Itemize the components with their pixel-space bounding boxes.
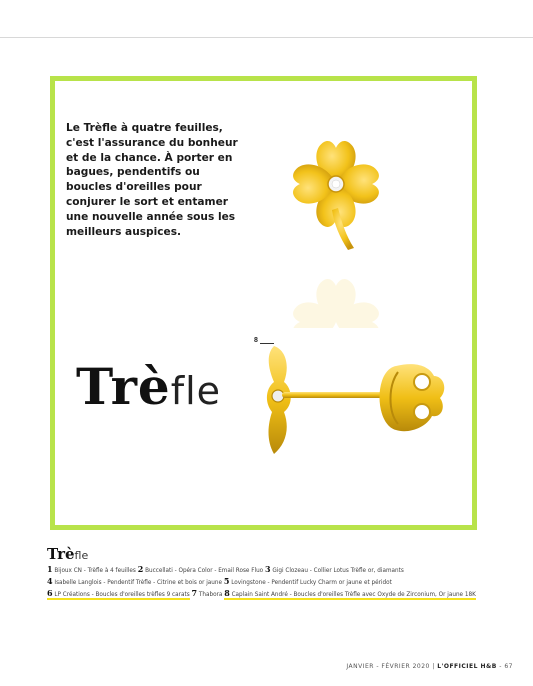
footer-page-number: - 67 — [499, 663, 513, 670]
credit-item-highlighted: 8 Caplain Saint André - Boucles d'oreilles Trèfle avec Oxyde de Zirconium, Or jaune 18K — [224, 588, 476, 598]
credits-heading-light: fle — [74, 549, 89, 562]
item-number-label: 8 — [254, 337, 258, 344]
credit-item: 7 Thabora — [191, 588, 223, 598]
section-heading-bold: Trè — [76, 357, 171, 416]
credit-item: 1 Bijoux CN - Trèfle à 4 feuilles — [47, 564, 136, 574]
clover-earring-image — [272, 128, 402, 328]
credit-item-highlighted: 6 LP Créations - Boucles d'oreilles trèfles 9 carats — [47, 588, 190, 598]
footer-magazine: L'OFFICIEL H&B — [437, 663, 497, 670]
page-footer — [346, 663, 513, 670]
section-heading-light: fle — [170, 369, 222, 413]
footer-issue: JANVIER - FÉVRIER 2020 | — [346, 663, 435, 670]
credit-item: 3 Gigi Clozeau - Collier Lotus Trèfle or, diamants — [264, 564, 404, 574]
intro-text: Le Trèfle à quatre feuilles, c'est l'assurance du bonheur et de la chance. À porter en bagues, pendentifs ou boucles d'oreilles pour conjurer le sort et entamer une nouvelle année sous les meilleurs auspices. — [66, 122, 238, 238]
credit-item: 5 Lovingstone - Pendentif Lucky Charm or jaune et péridot — [223, 576, 392, 586]
section-heading — [76, 352, 221, 422]
top-rule — [0, 37, 533, 38]
credit-item: 4 Isabelle Langlois - Pendentif Trèfle - Citrine et bois or jaune — [47, 576, 222, 586]
credit-item: 2 Buccellati - Opéra Color - Email Rose Fluo — [137, 564, 264, 574]
credits-heading — [47, 545, 88, 564]
credits-list — [47, 564, 502, 600]
side-earring-image — [256, 336, 456, 476]
credits-heading-bold: Trè — [47, 545, 75, 563]
